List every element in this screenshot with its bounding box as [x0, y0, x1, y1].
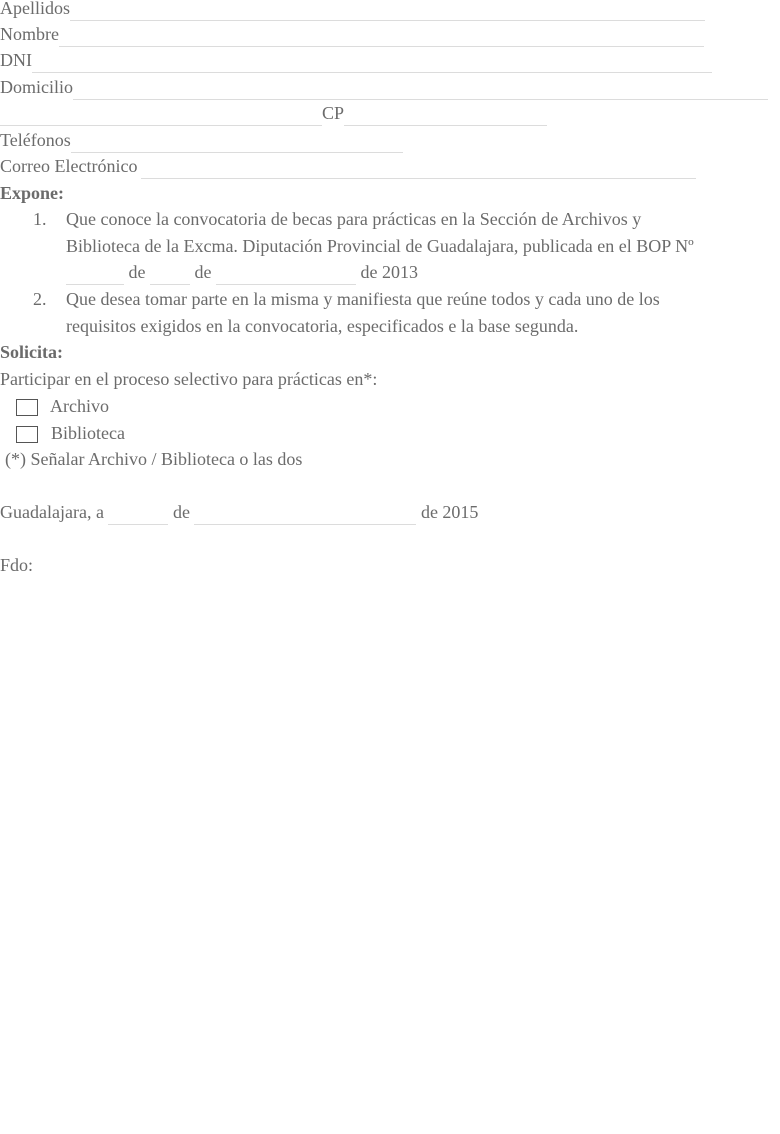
correo-row — [0, 153, 696, 179]
solicita-heading: Solicita: — [0, 342, 63, 362]
telefonos-label: Teléfonos — [0, 130, 71, 150]
month-field[interactable] — [194, 506, 416, 525]
de-text: de — [194, 262, 212, 282]
apellidos-row — [0, 0, 705, 21]
nombre-field[interactable] — [59, 28, 704, 47]
expone-item-2-line2 — [0, 313, 780, 339]
year-text: de 2015 — [420, 502, 479, 522]
solicita-intro: Participar en el proceso selectivo para prácticas en*: — [0, 369, 378, 389]
archivo-label: Archivo — [50, 396, 109, 416]
list-number: 2. — [33, 289, 47, 309]
cp-label: CP — [322, 103, 345, 123]
footnote: (*) Señalar Archivo / Biblioteca o las dos — [5, 449, 303, 469]
cp-field[interactable] — [344, 107, 547, 126]
year-text: de 2013 — [360, 262, 418, 282]
place-text: Guadalajara, a — [0, 502, 104, 522]
signature-label: Fdo: — [0, 555, 34, 575]
telefonos-field[interactable] — [71, 134, 403, 153]
biblioteca-label: Biblioteca — [51, 423, 125, 443]
correo-field[interactable] — [141, 160, 696, 179]
place-date-row — [0, 499, 478, 525]
expone-heading: Expone: — [0, 183, 65, 203]
biblioteca-checkbox[interactable] — [16, 426, 38, 443]
dni-label: DNI — [0, 50, 32, 70]
day-field[interactable] — [108, 506, 168, 525]
list-text: Que conoce la convocatoria de becas para prácticas en la Sección de Archivos y — [66, 209, 642, 229]
nombre-label: Nombre — [0, 24, 59, 44]
apellidos-field[interactable] — [70, 2, 705, 21]
list-text: Que desea tomar parte en la misma y manifiesta que reúne todos y cada uno de los — [66, 289, 660, 309]
bop-number-field[interactable] — [66, 266, 124, 285]
bop-day-field[interactable] — [150, 266, 190, 285]
telefonos-row — [0, 127, 403, 153]
de-text: de — [128, 262, 146, 282]
cp-row — [0, 100, 547, 126]
expone-item-1-line3 — [0, 259, 780, 285]
bop-month-field[interactable] — [216, 266, 356, 285]
archivo-checkbox[interactable] — [16, 399, 38, 416]
dni-row — [0, 47, 712, 73]
de-text: de — [172, 502, 190, 522]
apellidos-label: Apellidos — [0, 0, 70, 18]
domicilio-row — [0, 74, 768, 100]
dni-field[interactable] — [32, 54, 712, 73]
nombre-row — [0, 21, 704, 47]
expone-item-2-line1 — [0, 286, 780, 312]
domicilio-field[interactable] — [73, 81, 768, 100]
correo-label: Correo Electrónico — [0, 156, 138, 176]
list-text: requisitos exigidos en la convocatoria, especificados e la base segunda. — [66, 316, 579, 336]
domicilio-label: Domicilio — [0, 77, 73, 97]
list-text: Biblioteca de la Excma. Diputación Provincial de Guadalajara, publicada en el BOP Nº — [66, 236, 694, 256]
expone-item-1-line1 — [0, 206, 780, 232]
list-number: 1. — [33, 209, 47, 229]
expone-item-1-line2 — [0, 233, 780, 259]
domicilio-field-continued[interactable] — [0, 107, 322, 126]
